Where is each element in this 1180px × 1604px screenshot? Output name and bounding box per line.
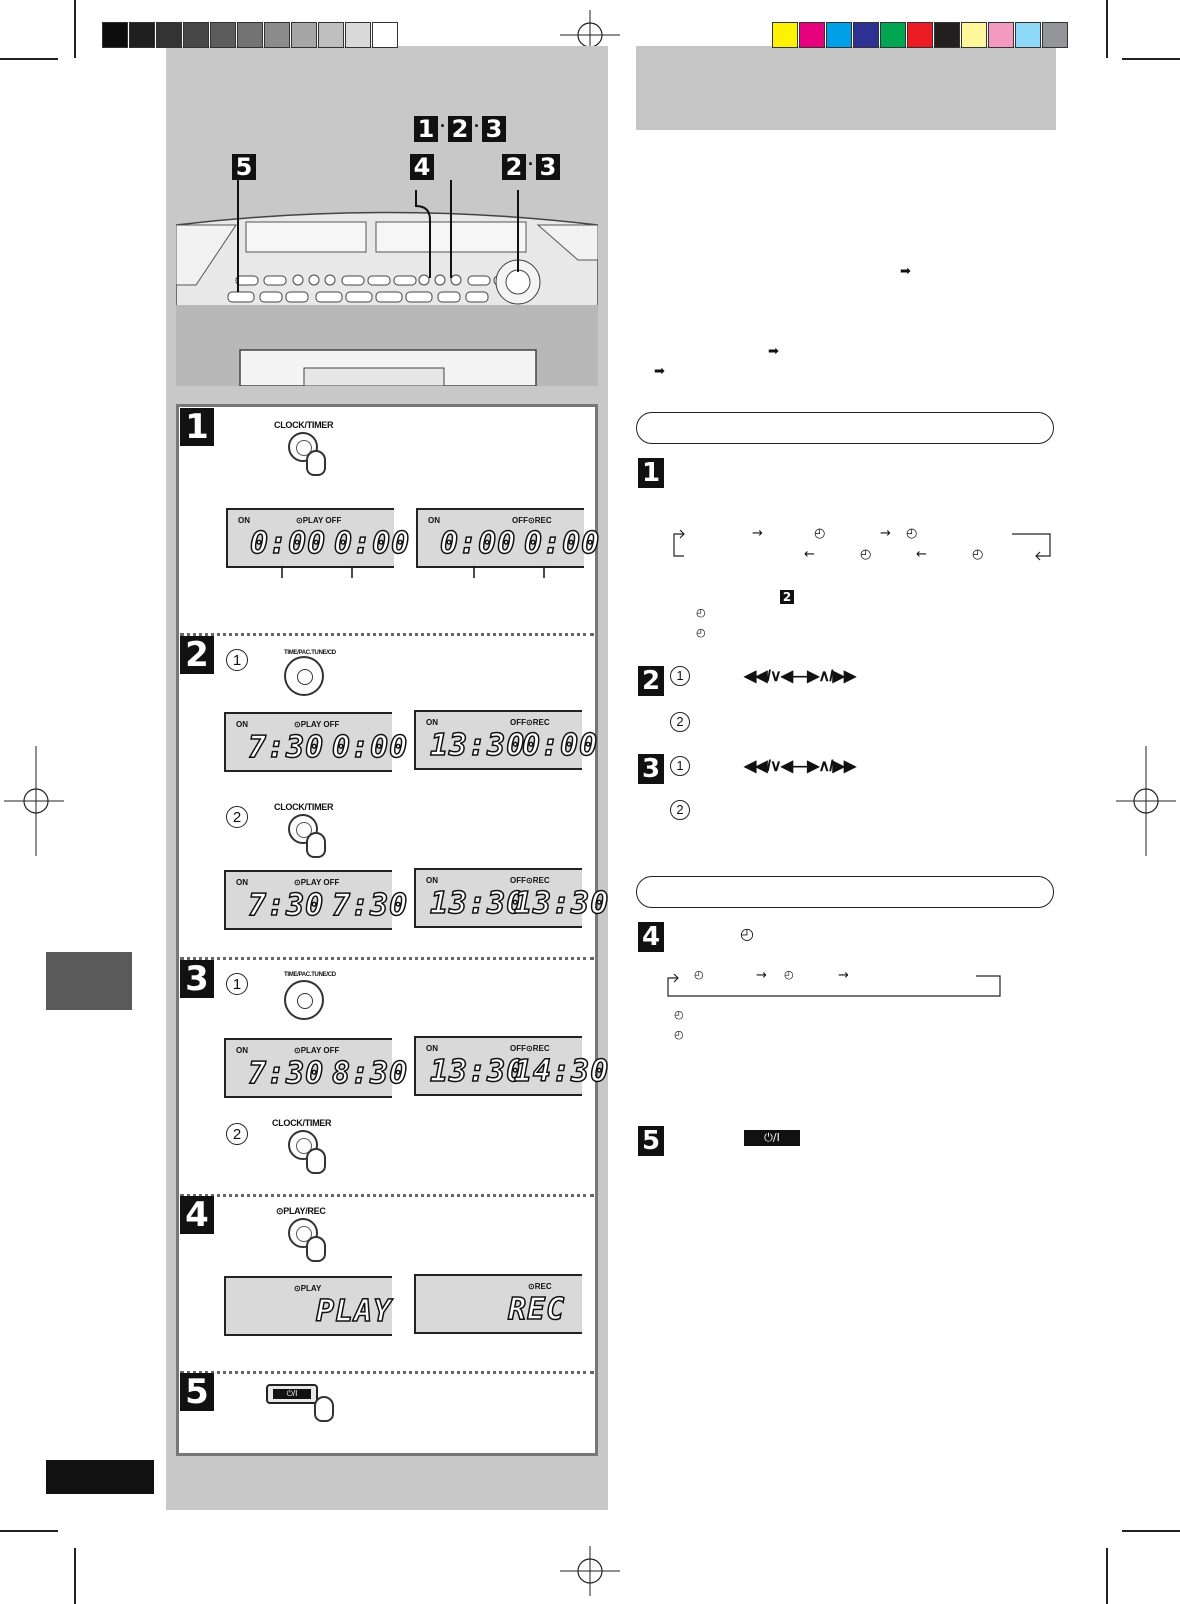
lcd-start-time: 0:00: [250, 526, 327, 561]
lcd-display-rec: [416, 508, 601, 568]
substep-2-marker: 2: [670, 800, 690, 820]
registration-target: [1116, 746, 1176, 856]
lcd-mode-indicator: ⊙PLAY: [294, 1284, 322, 1293]
callout-3: 3: [482, 116, 506, 142]
substep-2-marker: 2: [670, 712, 690, 732]
power-standby-icon: ⏻/I: [744, 1130, 800, 1146]
clock-icon: ◴: [784, 968, 794, 981]
section-tab: [46, 952, 132, 1010]
lcd-on-indicator: ON: [238, 516, 250, 525]
gray-swatch: [318, 22, 344, 48]
lcd-end-time: 0:00: [332, 730, 409, 765]
crop-mark: [1122, 1530, 1180, 1532]
step-3-number: 3: [180, 960, 214, 998]
lcd-start-time: 7:30: [248, 888, 325, 923]
timer-mode-cycle-diagram: [664, 970, 1004, 1000]
lcd-end-time: 0:00: [522, 728, 599, 763]
lcd-mode-indicator: ⊙PLAY OFF: [294, 720, 340, 729]
callout-5: 5: [232, 154, 256, 180]
callout-2: 2: [448, 116, 472, 142]
skip-controls-label: ◀◀/∨◀—▶∧/▶▶: [744, 758, 856, 775]
crop-mark: [1106, 1548, 1108, 1604]
clock-icon: ◴: [814, 526, 826, 541]
clock-icon: ◴: [972, 547, 984, 562]
step-5-number: 5: [180, 1373, 214, 1411]
lcd-display-rec: [414, 1036, 610, 1096]
right-step-2-number: 2: [638, 666, 664, 696]
dial-label: TIME/PAC.TUNE/CD: [284, 650, 336, 656]
lcd-display-play: [224, 712, 409, 772]
arrow-left-icon: ←: [804, 547, 815, 562]
color-swatch: [880, 22, 906, 48]
lcd-mode-indicator: OFF⊙REC: [512, 516, 552, 525]
step-4-number: 4: [180, 1196, 214, 1234]
gray-swatch: [156, 22, 182, 48]
crop-mark: [0, 1530, 58, 1532]
right-step-5-number: 5: [638, 1126, 664, 1156]
lcd-on-indicator: ON: [426, 1044, 438, 1053]
lcd-start-time: 13:30: [430, 728, 526, 763]
stereo-device-illustration: [176, 180, 598, 386]
lcd-end-time: 13:30: [514, 886, 610, 921]
right-step-3-number: 3: [638, 754, 664, 784]
power-icon: ⏻/I: [273, 1389, 311, 1399]
crop-mark: [1106, 0, 1108, 58]
lcd-mode-text: REC: [508, 1292, 566, 1327]
mode-cycle-diagram: [664, 526, 1054, 562]
lcd-display-play: [226, 508, 411, 568]
clock-timer-label: CLOCK/TIMER: [274, 420, 334, 430]
lcd-mode-indicator: ⊙PLAY OFF: [294, 878, 340, 887]
callout-dot: ·: [528, 154, 534, 174]
header-band: [636, 46, 1056, 130]
color-swatch: [799, 22, 825, 48]
gray-swatch: [237, 22, 263, 48]
right-step-4-number: 4: [638, 922, 664, 952]
lcd-display-play-mode: [224, 1276, 392, 1336]
arrow-icon: ➡: [768, 344, 779, 359]
lcd-mode-indicator: ⊙PLAY OFF: [294, 1046, 340, 1055]
gray-swatch: [291, 22, 317, 48]
lcd-mode-text: PLAY: [316, 1294, 393, 1329]
step-divider: [180, 1194, 594, 1197]
clock-icon: ◴: [674, 1008, 684, 1021]
clock-icon: ◴: [740, 924, 754, 943]
pointing-hand-icon: [306, 1236, 326, 1262]
lcd-start-time: 13:30: [430, 886, 526, 921]
clock-icon: ◴: [860, 547, 872, 562]
callout-dot: ·: [440, 116, 446, 136]
color-swatch: [988, 22, 1014, 48]
color-swatch: [853, 22, 879, 48]
step-divider: [180, 633, 594, 636]
lcd-on-indicator: ON: [426, 718, 438, 727]
lcd-start-time: 0:00: [440, 526, 517, 561]
lcd-display-play: [224, 1038, 409, 1098]
clock-timer-label: CLOCK/TIMER: [272, 1118, 332, 1128]
clock-icon: ◴: [696, 626, 706, 639]
lcd-end-time: 7:30: [332, 888, 409, 923]
step-divider: [180, 1371, 594, 1374]
skip-controls-label: ◀◀/∨◀—▶∧/▶▶: [744, 668, 856, 685]
lcd-pointer-lines: [226, 566, 596, 590]
arrow-right-icon: →: [838, 968, 849, 983]
page-number-tab: [46, 1460, 154, 1494]
lcd-mode-indicator: ⊙REC: [528, 1282, 552, 1291]
arrow-right-icon: →: [880, 526, 891, 541]
color-swatch: [1015, 22, 1041, 48]
lcd-on-indicator: ON: [236, 1046, 248, 1055]
color-swatch: [961, 22, 987, 48]
arrow-icon: ➡: [654, 364, 665, 379]
color-swatch: [1042, 22, 1068, 48]
callout-4: 4: [410, 154, 434, 180]
lcd-display-rec: [414, 710, 599, 770]
section-heading-pill: [636, 876, 1054, 908]
lcd-mode-indicator: OFF⊙REC: [510, 1044, 550, 1053]
play-rec-label: ⊙PLAY/REC: [276, 1206, 326, 1216]
color-swatch: [907, 22, 933, 48]
color-swatch: [826, 22, 852, 48]
power-button[interactable]: [266, 1384, 318, 1404]
time-tune-dial[interactable]: [284, 656, 324, 696]
lcd-end-time: 0:00: [524, 526, 601, 561]
callout-2b: 2: [502, 154, 526, 180]
callout-dot: ·: [474, 116, 480, 136]
substep-2-marker: 2: [226, 1123, 248, 1145]
lcd-start-time: 7:30: [248, 730, 325, 765]
lcd-mode-indicator: ⊙PLAY OFF: [296, 516, 342, 525]
pointing-hand-icon: [306, 832, 326, 858]
right-step-1-number: 1: [638, 458, 664, 488]
gray-swatch: [345, 22, 371, 48]
lcd-display-play: [224, 870, 409, 930]
substep-1-marker: 1: [670, 756, 690, 776]
callout-1: 1: [414, 116, 438, 142]
dial-label: TIME/PAC.TUNE/CD: [284, 972, 336, 978]
clock-icon: ◴: [696, 606, 706, 619]
gray-swatch: [264, 22, 290, 48]
lcd-on-indicator: ON: [236, 720, 248, 729]
lcd-on-indicator: ON: [428, 516, 440, 525]
gray-swatch: [183, 22, 209, 48]
substep-2-marker: 2: [226, 806, 248, 828]
arrow-right-icon: →: [752, 526, 763, 541]
lcd-start-time: 7:30: [248, 1056, 325, 1091]
callout-3b: 3: [536, 154, 560, 180]
clock-icon: ◴: [674, 1028, 684, 1041]
step-2-number: 2: [180, 636, 214, 674]
clock-timer-label: CLOCK/TIMER: [274, 802, 334, 812]
pointing-hand-icon: [306, 450, 326, 476]
arrow-left-icon: ←: [916, 547, 927, 562]
section-heading-pill: [636, 412, 1054, 444]
gray-swatch: [102, 22, 128, 48]
lcd-end-time: 14:30: [514, 1054, 610, 1089]
lcd-end-time: 8:30: [332, 1056, 409, 1091]
gray-swatch: [210, 22, 236, 48]
step-divider: [180, 957, 594, 960]
registration-target: [560, 1546, 620, 1596]
lcd-start-time: 13:30: [430, 1054, 526, 1089]
pointing-hand-icon: [314, 1396, 334, 1422]
substep-1-marker: 1: [226, 649, 248, 671]
lcd-display-rec-mode: [414, 1274, 582, 1334]
step-1-number: 1: [180, 408, 214, 446]
lcd-on-indicator: ON: [236, 878, 248, 887]
lcd-display-rec: [414, 868, 610, 928]
pointing-hand-icon: [306, 1148, 326, 1174]
arrow-right-icon: →: [756, 968, 767, 983]
registration-target: [4, 746, 64, 856]
arrow-icon: ➡: [900, 264, 911, 279]
substep-1-marker: 1: [670, 666, 690, 686]
inline-step-2: 2: [780, 590, 794, 604]
crop-mark: [0, 58, 58, 60]
lcd-on-indicator: ON: [426, 876, 438, 885]
gray-swatch: [129, 22, 155, 48]
crop-mark: [74, 1548, 76, 1604]
clock-icon: ◴: [906, 526, 918, 541]
lcd-end-time: 0:00: [334, 526, 411, 561]
substep-1-marker: 1: [226, 973, 248, 995]
crop-mark: [1122, 58, 1180, 60]
color-swatch: [934, 22, 960, 48]
gray-swatch: [372, 22, 398, 48]
color-swatch: [772, 22, 798, 48]
lcd-mode-indicator: OFF⊙REC: [510, 718, 550, 727]
clock-icon: ◴: [694, 968, 704, 981]
crop-mark: [74, 0, 76, 58]
time-tune-dial[interactable]: [284, 980, 324, 1020]
lcd-mode-indicator: OFF⊙REC: [510, 876, 550, 885]
